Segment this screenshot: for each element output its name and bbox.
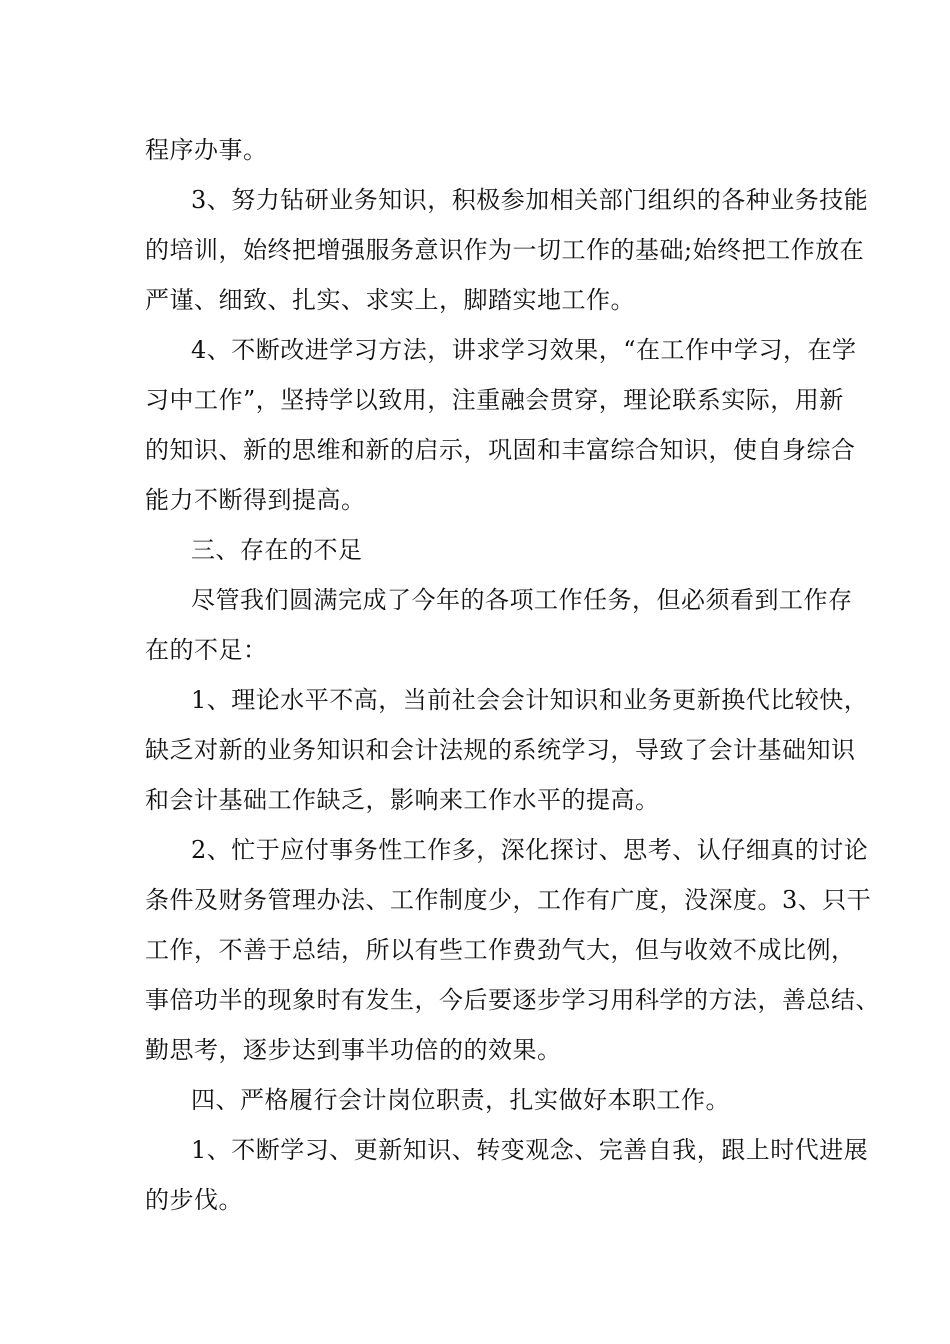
text-line: 习中工作”，坚持学以致用，注重融会贯穿，理论联系实际，用新	[145, 386, 844, 414]
text-line: 尽管我们圆满完成了今年的各项工作任务，但必须看到工作存	[191, 586, 853, 614]
text-line: 条件及财务管理办法、工作制度少，工作有广度，没深度。3、只干	[145, 886, 872, 914]
section-heading: 四、严格履行会计岗位职责，扎实做好本职工作。	[191, 1086, 730, 1114]
section-heading: 三、存在的不足	[191, 536, 363, 564]
text-line: 严谨、细致、扎实、求实上，脚踏实地工作。	[145, 286, 635, 314]
text-line: 和会计基础工作缺乏，影响来工作水平的提高。	[145, 786, 660, 814]
text-line: 程序办事。	[145, 136, 268, 164]
text-line: 缺乏对新的业务知识和会计法规的系统学习，导致了会计基础知识	[145, 736, 856, 764]
text-line: 工作，不善于总结，所以有些工作费劲气大，但与收效不成比例，	[145, 936, 856, 964]
text-line: 1、不断学习、更新知识、转变观念、完善自我，跟上时代进展	[191, 1136, 869, 1164]
text-line: 事倍功半的现象时有发生，今后要逐步学习用科学的方法，善总结、	[145, 986, 880, 1014]
text-line: 在的不足：	[145, 636, 268, 664]
text-line: 4、不断改进学习方法，讲求学习效果，“在工作中学习，在学	[191, 336, 857, 364]
text-line: 2、忙于应付事务性工作多，深化探讨、思考、认仔细真的讨论	[191, 836, 869, 864]
text-line: 的培训，始终把增强服务意识作为一切工作的基础;始终把工作放在	[145, 236, 865, 264]
text-line: 的步伐。	[145, 1186, 243, 1214]
text-line: 的知识、新的思维和新的启示，巩固和丰富综合知识，使自身综合	[145, 436, 856, 464]
text-line: 能力不断得到提高。	[145, 486, 366, 514]
text-line: 勤思考，逐步达到事半功倍的的效果。	[145, 1036, 562, 1064]
text-line: 1、理论水平不高，当前社会会计知识和业务更新换代比较快，	[191, 686, 869, 714]
text-line: 3、努力钻研业务知识，积极参加相关部门组织的各种业务技能	[191, 186, 869, 214]
